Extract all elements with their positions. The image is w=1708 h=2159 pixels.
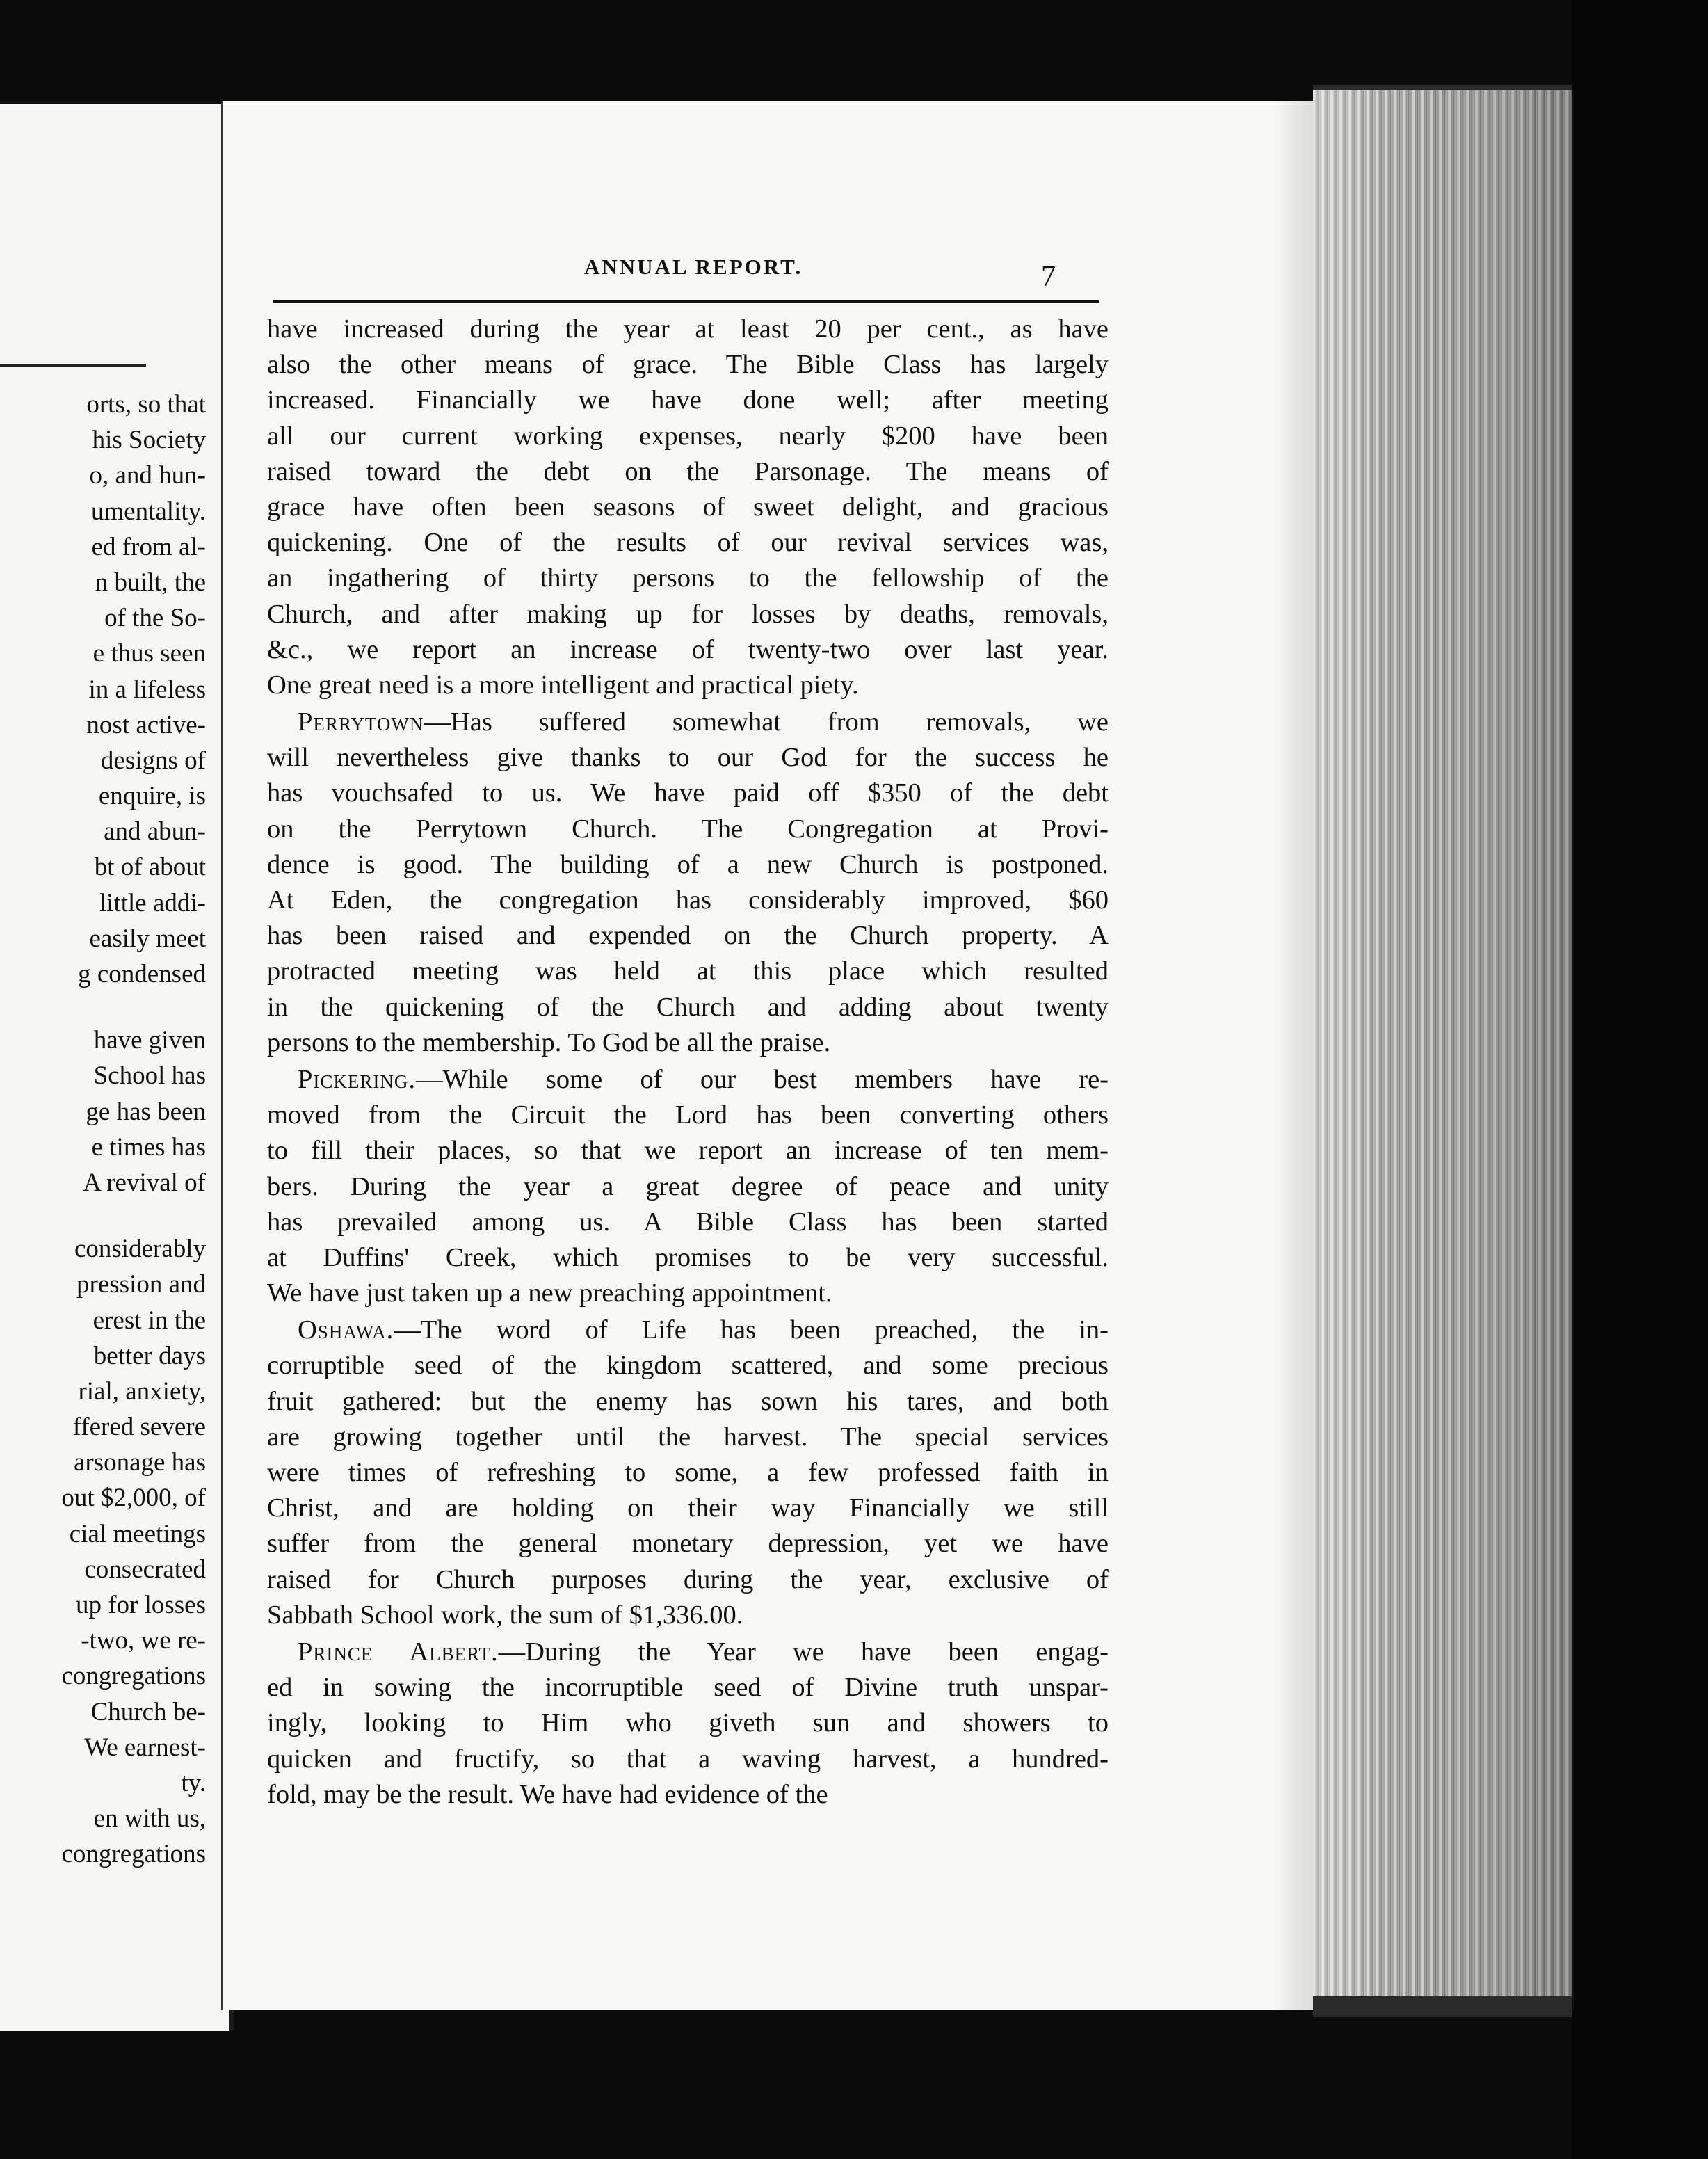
left-page-line: e times has [91,1132,206,1162]
text-line: have increased during the year at least 20 per cent., as have [267,314,1109,344]
left-page-line: We earnest- [84,1733,206,1762]
paragraph [267,312,1109,703]
text-line: suffer from the general monetary depression, yet we have [267,1529,1109,1559]
text-line: are growing together until the harvest. The special services [267,1422,1109,1452]
left-page-line: orts, so that [86,390,206,419]
text-line: Christ, and are holding on their way Financially we still [267,1493,1109,1523]
left-page-line: have given [93,1026,206,1055]
left-page-line: better days [93,1341,206,1370]
text-line: corruptible seed of the kingdom scattered, and some precious [267,1351,1109,1381]
left-page-line: ffered severe [72,1413,206,1442]
left-page-line: umentality. [90,497,206,526]
text-line: &c., we report an increase of twenty-two over last year. [267,634,1109,664]
text-line: to fill their places, so that we report an increase of ten mem- [267,1136,1109,1166]
section-heading: Prince Albert. [298,1637,499,1667]
text-line: an ingathering of thirty persons to the fellowship of the [267,563,1109,593]
left-page-line: ge has been [86,1097,206,1126]
left-page-line: nost active- [86,710,206,739]
left-page-line: easily meet [89,924,206,953]
left-page-line: consecrated [84,1555,206,1584]
left-page-line: ty. [181,1768,206,1797]
text-line: ingly, looking to Him who giveth sun and showers to [267,1708,1109,1738]
text-line: has prevailed among us. A Bible Class has been started [267,1207,1109,1237]
left-page-line: and abun- [104,817,206,846]
text-line: fold, may be the result. We have had evidence of the [267,1779,828,1809]
left-page-line: g condensed [78,960,206,988]
left-page-line: A revival of [83,1168,206,1197]
line-text: —The word of Life has been preached, the in- [394,1315,1109,1345]
text-line: were times of refreshing to some, a few professed faith in [267,1458,1109,1487]
left-page-line: enquire, is [98,782,206,811]
left-paragraph-gap [0,1201,206,1231]
text-line: quicken and fructify, so that a waving harvest, a hundred- [267,1744,1109,1774]
text-line: at Duffins' Creek, which promises to be very successful. [267,1242,1109,1272]
text-line: bers. During the year a great degree of peace and unity [267,1171,1109,1201]
text-line: raised for Church purposes during the year, exclusive of [267,1564,1109,1594]
text-line: dence is good. The building of a new Church is postponed. [267,849,1109,879]
left-page-line: o, and hun- [89,461,206,490]
left-page-line: considerably [74,1235,206,1264]
left-facing-page [0,104,234,2031]
left-page-line: his Society [92,426,206,455]
left-page-line: pression and [76,1270,206,1299]
text-line: fruit gathered: but the enemy has sown his tares, and both [267,1386,1109,1416]
section-heading: Perrytown [298,707,424,737]
left-page-line: erest in the [92,1306,206,1335]
left-page-line: -two, we re- [81,1626,206,1655]
left-page-line: arsonage has [73,1448,206,1477]
text-line: One great need is a more intelligent and practical piety. [267,670,859,700]
body-text [267,312,1109,1814]
left-page-line: e thus seen [92,639,206,668]
text-line: moved from the Circuit the Lord has been converting others [267,1100,1109,1130]
paragraph [267,1635,1109,1813]
text-line [267,1635,1109,1670]
text-line: protracted meeting was held at this place which resulted [267,956,1109,986]
left-page-rule [0,364,146,367]
dark-background [1572,0,1708,2159]
text-line: Church, and after making up for losses by deaths, removals, [267,599,1109,629]
page-number: 7 [1041,261,1056,293]
text-line: all our current working expenses, nearly $200 have been [267,421,1109,451]
text-line: increased. Financially we have done well; after meeting [267,385,1109,415]
line-text: —Has suffered somewhat from removals, we [424,707,1109,737]
left-page-line: School has [93,1061,206,1091]
text-line: will nevertheless give thanks to our God for the success he [267,743,1109,773]
section-heading: Oshawa. [298,1315,394,1345]
left-page-line: designs of [100,746,206,775]
line-text: —During the Year we have been engag- [498,1637,1109,1667]
text-line: has been raised and expended on the Church property. A [267,921,1109,951]
text-line: on the Perrytown Church. The Congregation at Provi- [267,814,1109,844]
text-line [267,1313,1109,1348]
left-page-line: up for losses [75,1591,206,1619]
left-page-line: bt of about [94,853,206,882]
text-line: also the other means of grace. The Bible Class has largely [267,350,1109,380]
left-paragraph-gap [0,992,206,1022]
text-line: raised toward the debt on the Parsonage. The means of [267,456,1109,486]
left-page-text [0,387,206,1872]
left-page-line: n built, the [95,568,206,597]
left-page-line: congregations [61,1662,206,1691]
left-page-line: Church be- [90,1697,206,1726]
text-line [267,1062,1109,1098]
text-line: persons to the membership. To God be all the praise. [267,1027,831,1057]
left-page-line: en with us, [93,1804,206,1833]
left-page-line: of the So- [104,604,206,633]
paragraph [267,705,1109,1061]
paragraph [267,1062,1109,1311]
running-head: ANNUAL REPORT. [584,255,803,279]
left-page-line: rial, anxiety, [78,1377,206,1406]
text-line: in the quickening of the Church and adding about twenty [267,992,1109,1022]
left-page-line: cial meetings [69,1519,206,1548]
text-line: ed in sowing the incorruptible seed of Divine truth unspar- [267,1673,1109,1703]
text-line: quickening. One of the results of our revival services was, [267,528,1109,558]
left-page-line: little addi- [99,888,206,917]
text-line: has vouchsafed to us. We have paid off $350 of the debt [267,778,1109,808]
section-heading: Pickering. [298,1064,417,1094]
text-line: Sabbath School work, the sum of $1,336.00. [267,1600,743,1630]
left-page-line: congregations [61,1840,206,1869]
text-line: grace have often been seasons of sweet delight, and gracious [267,492,1109,522]
left-page-line: in a lifeless [88,675,206,704]
text-line: At Eden, the congregation has considerably improved, $60 [267,885,1109,915]
left-page-line: ed from al- [91,532,206,561]
left-page-line: out $2,000, of [61,1484,206,1513]
line-text: —While some of our best members have re- [416,1064,1109,1094]
text-line: We have just taken up a new preaching appointment. [267,1278,832,1308]
book-page-edges [1313,90,1574,2010]
text-line [267,705,1109,740]
paragraph [267,1313,1109,1633]
header-rule [273,300,1099,303]
